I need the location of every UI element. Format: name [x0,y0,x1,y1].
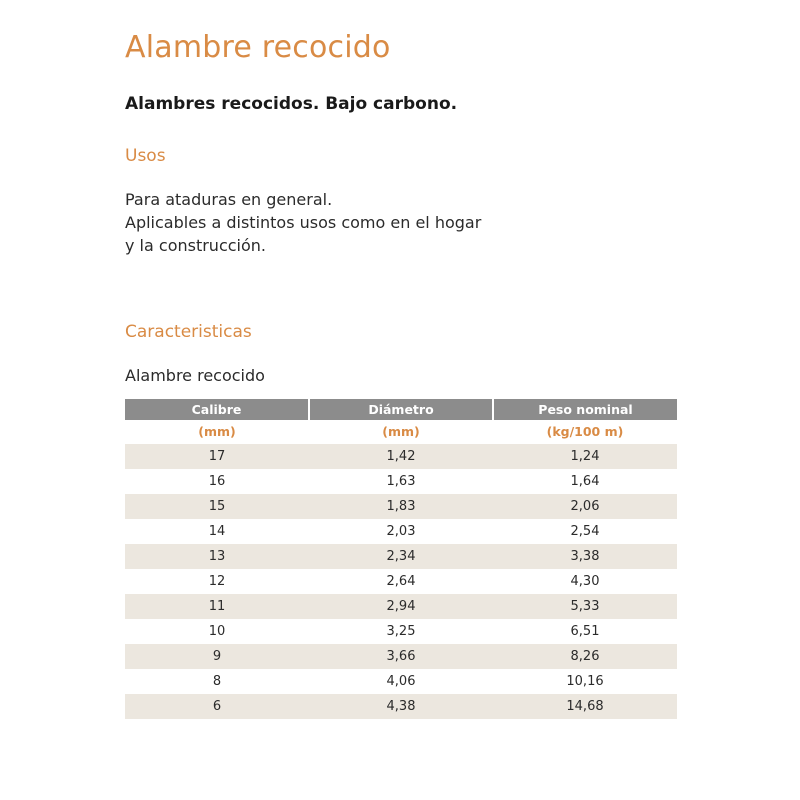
section-heading-caracteristicas: Caracteristicas [125,321,252,342]
product-subtitle: Alambres recocidos. Bajo carbono. [125,94,458,114]
table-row [125,694,677,719]
table-units-row [125,420,677,444]
cell-peso: 5,33 [493,594,677,619]
cell-calibre: 12 [125,569,309,594]
cell-diametro: 3,25 [309,619,493,644]
document-content [125,30,685,719]
unit-diametro: (mm) [309,420,493,444]
section-heading-usos: Usos [125,146,166,166]
cell-peso: 1,64 [493,469,677,494]
unit-peso-nominal: (kg/100 m) [493,420,677,444]
table-row [125,494,677,519]
cell-diametro: 1,63 [309,469,493,494]
table-row [125,469,677,494]
table-caption: Alambre recocido [125,365,265,385]
cell-calibre: 11 [125,594,309,619]
cell-diametro: 1,42 [309,444,493,469]
usos-line-2: Aplicables a distintos usos como en el hogar [125,213,482,233]
table-row [125,594,677,619]
column-header-calibre: Calibre [125,399,309,420]
cell-diametro: 4,38 [309,694,493,719]
cell-calibre: 13 [125,544,309,569]
cell-calibre: 9 [125,644,309,669]
table-row [125,644,677,669]
table-row [125,444,677,469]
cell-peso: 3,38 [493,544,677,569]
cell-peso: 14,68 [493,694,677,719]
cell-diametro: 2,64 [309,569,493,594]
cell-calibre: 6 [125,694,309,719]
table-header [125,399,677,420]
cell-calibre: 15 [125,494,309,519]
usos-text [125,188,685,258]
cell-calibre: 14 [125,519,309,544]
cell-calibre: 8 [125,669,309,694]
specifications-table [125,399,677,719]
usos-line-1: Para ataduras en general. [125,190,333,209]
cell-peso: 2,54 [493,519,677,544]
cell-calibre: 10 [125,619,309,644]
cell-diametro: 2,34 [309,544,493,569]
column-header-diametro: Diámetro [309,399,493,420]
cell-calibre: 16 [125,469,309,494]
cell-peso: 6,51 [493,619,677,644]
cell-peso: 2,06 [493,494,677,519]
cell-diametro: 2,94 [309,594,493,619]
usos-line-3: y la construcción. [125,236,266,256]
table-row [125,619,677,644]
unit-calibre: (mm) [125,420,309,444]
table-body [125,420,677,719]
cell-peso: 8,26 [493,644,677,669]
page-title: Alambre recocido [125,30,391,65]
cell-peso: 4,30 [493,569,677,594]
table-header-row [125,399,677,420]
cell-peso: 10,16 [493,669,677,694]
cell-diametro: 4,06 [309,669,493,694]
cell-peso: 1,24 [493,444,677,469]
cell-diametro: 3,66 [309,644,493,669]
column-header-peso-nominal: Peso nominal [493,399,677,420]
cell-diametro: 2,03 [309,519,493,544]
table-row [125,569,677,594]
cell-diametro: 1,83 [309,494,493,519]
cell-calibre: 17 [125,444,309,469]
table-row [125,544,677,569]
table-row [125,519,677,544]
table-row [125,669,677,694]
